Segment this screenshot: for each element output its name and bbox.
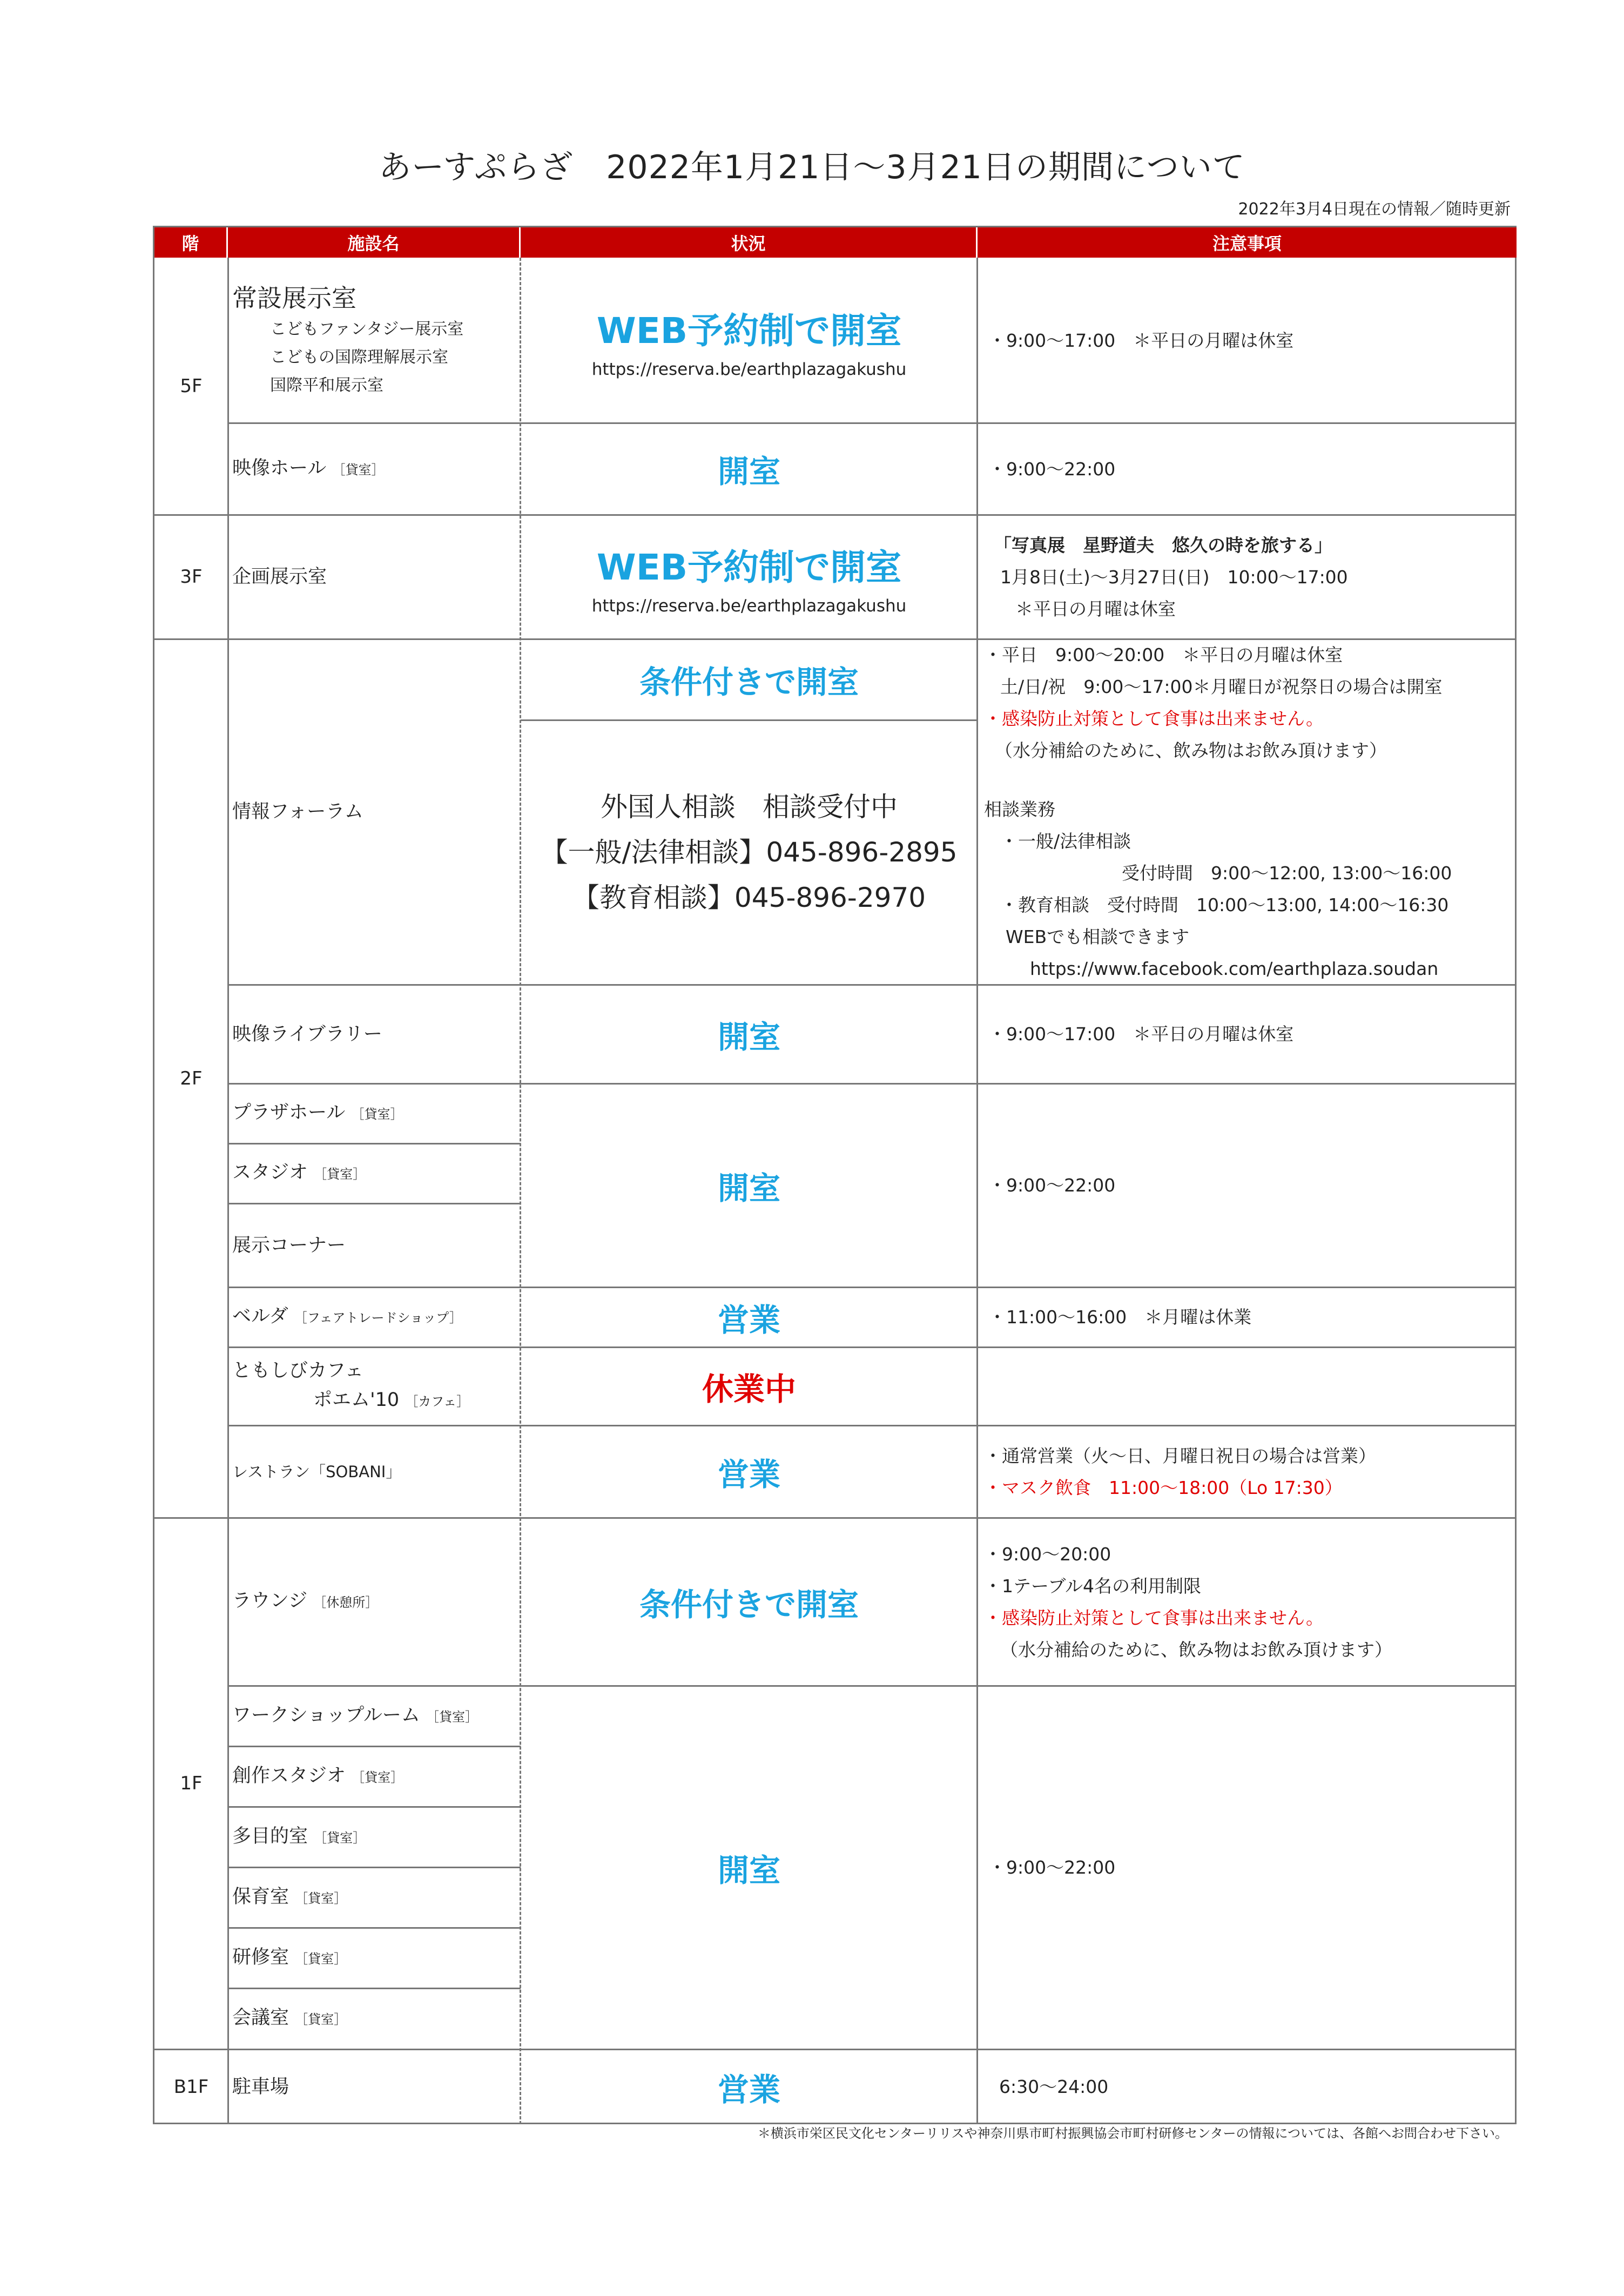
facility-exhibit-corner (228, 1203, 521, 1287)
divider (228, 1425, 1517, 1426)
facility-creative-studio (228, 1746, 521, 1807)
header-notes: 注意事項 (978, 227, 1517, 258)
note-line: ・通常営業（火～日、月曜日祝日の場合は営業） (984, 1445, 1376, 1466)
divider (228, 1203, 521, 1204)
status-1f-rooms (521, 1686, 978, 2049)
notes-parking (978, 2049, 1517, 2124)
floor-1f: 1F (180, 1773, 203, 1794)
divider (521, 719, 978, 721)
status-text: WEB予約制で開室 (596, 546, 902, 588)
rental-tag: ［貸室］ (426, 1709, 479, 1725)
status-text: 開室 (717, 1018, 780, 1055)
header-status: 状況 (521, 227, 978, 258)
notes-lounge (978, 1518, 1517, 1686)
note-line: （水分補給のために、飲み物はお飲み頂けます） (1000, 1639, 1392, 1660)
rental-tag: ［貸室］ (352, 1769, 404, 1785)
divider (154, 514, 1517, 516)
note-line: 1月8日(土)～3月27日(日) 10:00～17:00 (1000, 566, 1348, 588)
notes-1f-rooms (978, 1686, 1517, 2049)
facility-name: 常設展示室 (232, 284, 356, 313)
facility-kikaku (228, 515, 521, 639)
status-text: WEB予約制で開室 (596, 309, 902, 352)
note-line: ・9:00～17:00 ＊平日の月曜は休室 (988, 329, 1294, 351)
facility-multipurpose-room (228, 1807, 521, 1867)
facility-name: 多目的室 (232, 1825, 308, 1847)
warning-note: ・感染防止対策として食事は出来ません。 (984, 1607, 1324, 1628)
update-note: 2022年3月4日現在の情報／随時更新 (1238, 200, 1511, 219)
facility-name: プラザホール (232, 1102, 346, 1123)
status-lounge (521, 1518, 978, 1686)
divider (228, 1927, 521, 1929)
divider (227, 258, 229, 2124)
status-text: 営業 (717, 1301, 780, 1338)
facility-lounge (228, 1518, 521, 1686)
note-line: ・教育相談 受付時間 10:00～13:00, 14:00～16:30 (1000, 894, 1449, 915)
sub-facility-name: こどもの国際理解展示室 (270, 348, 448, 367)
note-line: ・9:00～22:00 (988, 1857, 1116, 1878)
notes-jousetsu (978, 258, 1517, 423)
divider (228, 1083, 1517, 1085)
rental-tag: ［貸室］ (314, 1167, 366, 1182)
status-text: 条件付きで開室 (639, 664, 859, 701)
notes-eizo-hall (978, 423, 1517, 515)
divider (228, 1287, 1517, 1288)
note-line: 受付時間 9:00～12:00, 13:00～16:00 (1122, 863, 1452, 884)
note-line: ・9:00～20:00 (984, 1543, 1111, 1565)
divider (228, 1685, 1517, 1687)
divider (228, 1746, 521, 1747)
facility-sobani (228, 1425, 521, 1518)
divider (976, 258, 978, 2124)
note-line: ・9:00～17:00 ＊平日の月曜は休室 (988, 1024, 1294, 1045)
note-line: （水分補給のために、飲み物はお飲み頂けます） (995, 740, 1387, 761)
status-cafe (521, 1347, 978, 1425)
facility-name: 会議室 (232, 2007, 289, 2029)
status-joho-forum (521, 639, 978, 720)
rental-tag: ［貸室］ (332, 462, 385, 477)
consult-services-heading: 相談業務 (984, 799, 1055, 820)
note-line: 6:30～24:00 (999, 2076, 1109, 2097)
education-consult-phone[interactable]: 【教育相談】045-896-2970 (572, 882, 926, 913)
facility-studio (228, 1143, 521, 1203)
header-floor: 階 (154, 227, 228, 258)
note-line: ・9:00～22:00 (988, 1175, 1116, 1196)
facility-name: 映像ライブラリー (232, 1023, 382, 1045)
facility-name: 情報フォーラム (232, 801, 363, 823)
footnote: ＊横浜市栄区民文化センターリリスや神奈川県市町村振興協会市町村研修センターの情報については、各館へお問合わせ下さい。 (757, 2126, 1508, 2141)
reservation-url[interactable]: https://reserva.be/earthplazagakushu (591, 359, 907, 379)
rental-tag: ［貸室］ (351, 1107, 403, 1122)
note-line: 土/日/祝 9:00～17:00＊月曜日が祝祭日の場合は開室 (1000, 676, 1443, 697)
consultation-heading: 外国人相談 相談受付中 (601, 791, 898, 823)
notes-beruda (978, 1287, 1517, 1347)
divider (228, 1143, 521, 1144)
facility-name: ポエム'10 (313, 1389, 400, 1411)
consultation-box (521, 720, 978, 985)
note-line: ・一般/法律相談 (1000, 831, 1131, 852)
facility-name: 創作スタジオ (232, 1765, 346, 1787)
facebook-link[interactable]: https://www.facebook.com/earthplaza.soudan (1030, 958, 1439, 979)
facility-jousetsu (228, 258, 521, 423)
note-line: ＊平日の月曜は休室 (1015, 598, 1176, 620)
facility-name: スタジオ (232, 1162, 308, 1183)
facility-name: 駐車場 (232, 2076, 289, 2098)
status-text: 開室 (717, 1169, 780, 1207)
divider (228, 984, 1517, 986)
status-text: 営業 (717, 1456, 780, 1493)
facility-cafe (228, 1347, 521, 1425)
status-sobani (521, 1425, 978, 1518)
facility-name: ともしびカフェ (232, 1360, 364, 1382)
facility-name: レストラン「SOBANI」 (232, 1462, 402, 1481)
note-line: ・11:00～16:00 ＊月曜は休業 (988, 1307, 1252, 1328)
rental-tag: ［貸室］ (295, 2012, 347, 2027)
shop-tag: ［フェアトレードショップ］ (294, 1310, 462, 1325)
facility-name: 映像ホール (232, 457, 327, 479)
facility-name: 展示コーナー (232, 1234, 346, 1256)
cafe-tag: ［カフェ］ (405, 1394, 470, 1409)
status-text: 条件付きで開室 (639, 1586, 859, 1623)
floor-2f: 2F (180, 1067, 203, 1089)
page-title: あーすぷらざ 2022年1月21日～3月21日の期間について (379, 149, 1245, 186)
facility-parking (228, 2049, 521, 2124)
divider (520, 258, 521, 2124)
warning-note: ・感染防止対策として食事は出来ません。 (984, 708, 1324, 729)
reservation-url[interactable]: https://reserva.be/earthplazagakushu (591, 596, 907, 616)
header-facility: 施設名 (228, 227, 521, 258)
floor-b1f: B1F (173, 2076, 209, 2098)
status-parking (521, 2049, 978, 2124)
facility-meeting-room (228, 1988, 521, 2049)
status-text: 営業 (717, 2071, 780, 2108)
note-line: ・平日 9:00～20:00 ＊平日の月曜は休室 (984, 644, 1343, 665)
divider (154, 1517, 1517, 1519)
floor-3f: 3F (180, 566, 203, 588)
facility-beruda (228, 1287, 521, 1347)
status-eizo-library (521, 985, 978, 1083)
facility-name: ワークショップルーム (232, 1704, 420, 1726)
facility-eizo-library (228, 985, 521, 1083)
note-line: WEBでも相談できます (1006, 926, 1190, 947)
divider (228, 1346, 1517, 1348)
divider (154, 638, 1517, 640)
status-plaza-group (521, 1083, 978, 1287)
notes-plaza-group (978, 1083, 1517, 1287)
warning-note: ・マスク飲食 11:00～18:00（Lo 17:30） (984, 1477, 1343, 1498)
floor-5f: 5F (180, 375, 203, 397)
facility-name: ラウンジ (232, 1590, 308, 1612)
exhibition-title: 「写真展 星野道夫 悠久の時を旅する」 (994, 534, 1332, 556)
facility-nursery-room (228, 1867, 521, 1928)
rental-tag: ［貸室］ (314, 1830, 366, 1846)
facility-name: 企画展示室 (232, 566, 327, 588)
sub-facility-name: 国際平和展示室 (270, 376, 383, 395)
facility-training-room (228, 1928, 521, 1988)
facility-status-table (153, 226, 1517, 2124)
divider (228, 422, 1517, 424)
status-text: 開室 (717, 453, 780, 490)
notes-eizo-library (978, 985, 1517, 1083)
note-line: ・9:00～22:00 (988, 458, 1116, 480)
facility-workshop-room (228, 1686, 521, 1746)
notes-kikaku (978, 515, 1517, 639)
status-kikaku (521, 515, 978, 639)
rental-tag: ［貸室］ (295, 1890, 347, 1906)
notes-joho-forum (978, 639, 1517, 985)
facility-name: 保育室 (232, 1886, 289, 1908)
divider (228, 1867, 521, 1868)
sub-facility-name: こどもファンタジー展示室 (270, 320, 464, 339)
facility-name: 研修室 (232, 1946, 289, 1968)
divider (154, 2049, 1517, 2050)
status-eizo-hall (521, 423, 978, 515)
status-beruda (521, 1287, 978, 1347)
facility-name: ベルダ (232, 1305, 288, 1327)
status-text: 開室 (717, 1851, 780, 1889)
facility-joho-forum (228, 639, 521, 985)
notes-sobani (978, 1425, 1517, 1518)
status-text: 休業中 (702, 1370, 796, 1408)
general-consult-phone[interactable]: 【一般/法律相談】045-896-2895 (541, 837, 958, 868)
status-jousetsu (521, 258, 978, 423)
rental-tag: ［貸室］ (295, 1951, 347, 1967)
facility-plaza-hall (228, 1083, 521, 1143)
note-line: ・1テーブル4名の利用制限 (984, 1575, 1202, 1597)
divider (228, 1988, 521, 1989)
facility-eizo-hall (228, 423, 521, 515)
rest-area-tag: ［休憩所］ (313, 1595, 379, 1610)
divider (228, 1806, 521, 1808)
